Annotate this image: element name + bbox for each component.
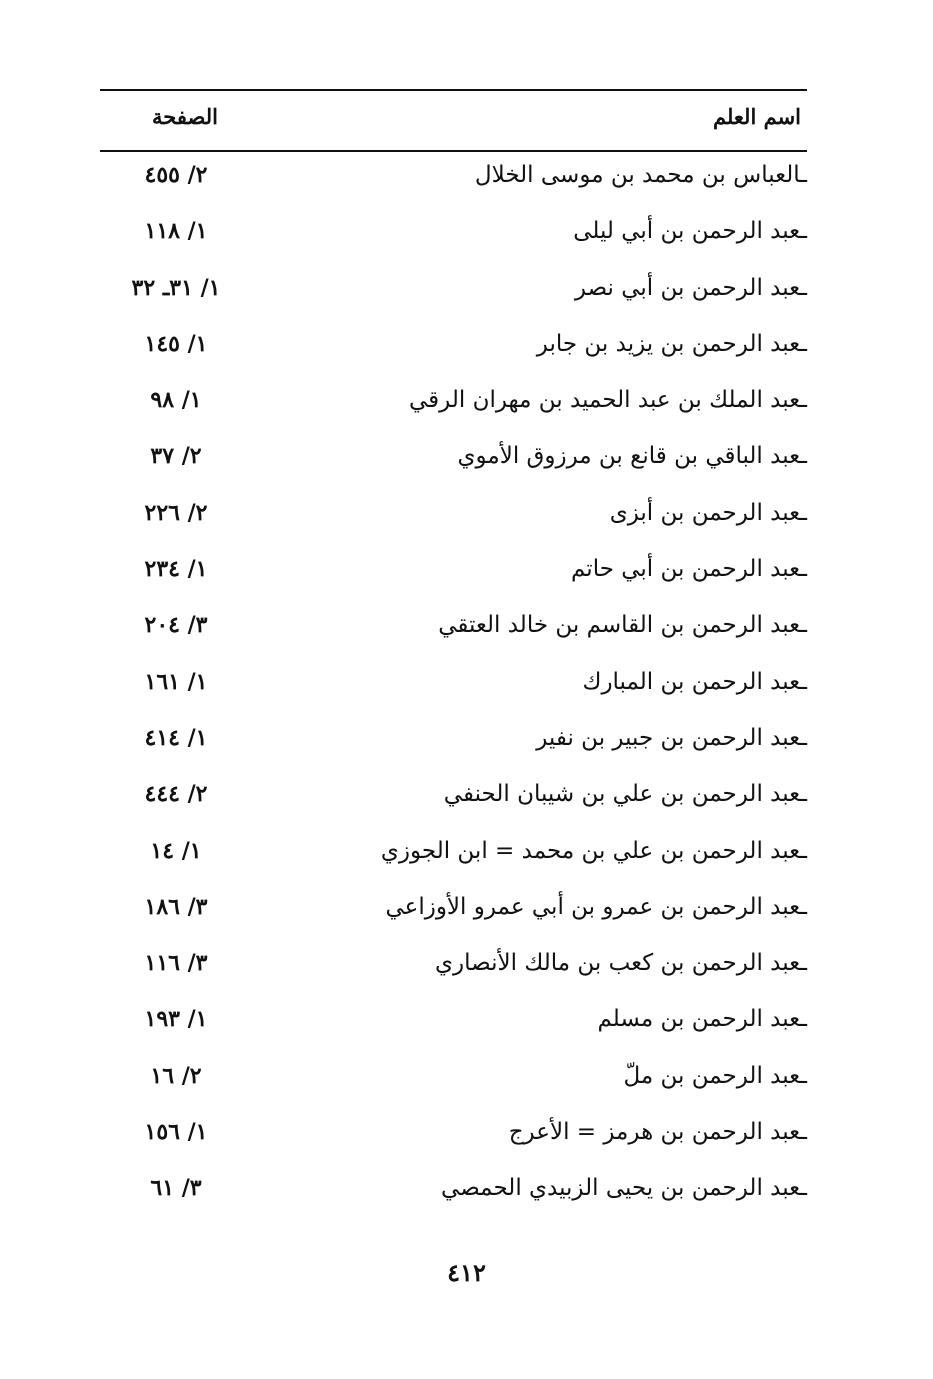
index-entry	[100, 1053, 807, 1109]
index-entries	[100, 152, 807, 1222]
page-number: ٤١٢	[447, 1258, 486, 1287]
entry-name: ـعبد الرحمن بن مسلم	[597, 1006, 807, 1033]
entry-page-ref: ١/ ١١٨	[144, 218, 208, 245]
index-entry	[100, 602, 807, 658]
entry-name: ـعبد الرحمن بن المبارك	[582, 668, 807, 695]
entry-page-ref: ٢/ ٣٧	[150, 443, 202, 470]
entry-name: ـعبد الرحمن بن أبي حاتم	[570, 556, 807, 583]
entry-page-ref: ٣/ ٢٠٤	[144, 612, 208, 639]
entry-name: ـعبد الرحمن بن كعب بن مالك الأنصاري	[435, 950, 807, 977]
index-entry	[100, 1109, 807, 1165]
index-entry	[100, 996, 807, 1052]
entry-page-ref: ١/ ١٩٣	[144, 1006, 208, 1033]
entry-name: ـعبد الرحمن بن جبير بن نفير	[536, 724, 807, 751]
page-column-header: الصفحة	[152, 104, 218, 129]
index-entry	[100, 884, 807, 940]
index-entry	[100, 715, 807, 771]
entry-name: ـعبد الرحمن بن ملّ	[623, 1062, 807, 1089]
entry-name: ـعبد الملك بن عبد الحميد بن مهران الرقي	[409, 387, 807, 414]
index-entry	[100, 152, 807, 208]
entry-page-ref: ١/ ١٥٦	[144, 1119, 208, 1146]
entry-page-ref: ١/ ٩٨	[150, 387, 202, 414]
entry-page-ref: ١/ ٤١٤	[144, 724, 208, 751]
entry-page-ref: ١/ ١٤٥	[144, 330, 208, 357]
index-entry	[100, 321, 807, 377]
entry-name: ـعبد الرحمن بن يحيى الزبيدي الحمصي	[441, 1175, 807, 1202]
entry-name: ـعبد الرحمن بن أبي ليلى	[573, 218, 807, 245]
top-rule	[100, 89, 807, 91]
name-column-header: اسم العلم	[712, 104, 801, 129]
index-entry	[100, 208, 807, 264]
index-entry	[100, 659, 807, 715]
index-entry	[100, 265, 807, 321]
entry-page-ref: ٣/ ١١٦	[144, 950, 208, 977]
entry-page-ref: ١/ ١٦١	[144, 668, 208, 695]
entry-page-ref: ١/ ١٤	[150, 837, 202, 864]
entry-name: ـالعباس بن محمد بن موسى الخلال	[474, 162, 807, 188]
entry-page-ref: ٢/ ١٦	[150, 1062, 202, 1089]
entry-name: ـعبد الرحمن بن عمرو بن أبي عمرو الأوزاعي	[385, 893, 807, 920]
index-entry	[100, 940, 807, 996]
entry-page-ref: ٢/ ٤٤٤	[144, 781, 208, 808]
entry-name: ـعبد الرحمن بن علي بن شيبان الحنفي	[443, 781, 807, 808]
entry-page-ref: ١/ ٢٣٤	[144, 556, 208, 583]
entry-name: ـعبد الرحمن بن هرمز = الأعرج	[508, 1119, 807, 1146]
entry-name: ـعبد الرحمن بن يزيد بن جابر	[536, 330, 807, 357]
entry-page-ref: ٣/ ٦١	[150, 1175, 202, 1202]
index-entry	[100, 377, 807, 433]
index-entry	[100, 828, 807, 884]
entry-page-ref: ٣/ ١٨٦	[144, 893, 208, 920]
entry-name: ـعبد الرحمن بن علي بن محمد = ابن الجوزي	[380, 837, 807, 864]
index-entry	[100, 490, 807, 546]
table-header	[100, 100, 807, 144]
entry-page-ref: ٢/ ٢٢٦	[144, 499, 208, 526]
entry-name: ـعبد الرحمن بن أبزى	[609, 499, 807, 526]
entry-page-ref: ٢/ ٤٥٥	[144, 162, 208, 188]
entry-page-ref: ١/ ٣١ـ ٣٢	[131, 274, 221, 301]
entry-name: ـعبد الباقي بن قانع بن مرزوق الأموي	[457, 443, 807, 470]
index-entry	[100, 771, 807, 827]
index-entry	[100, 546, 807, 602]
entry-name: ـعبد الرحمن بن القاسم بن خالد العتقي	[438, 612, 807, 639]
entry-name: ـعبد الرحمن بن أبي نصر	[574, 274, 807, 301]
index-entry	[100, 1165, 807, 1221]
index-entry	[100, 433, 807, 489]
